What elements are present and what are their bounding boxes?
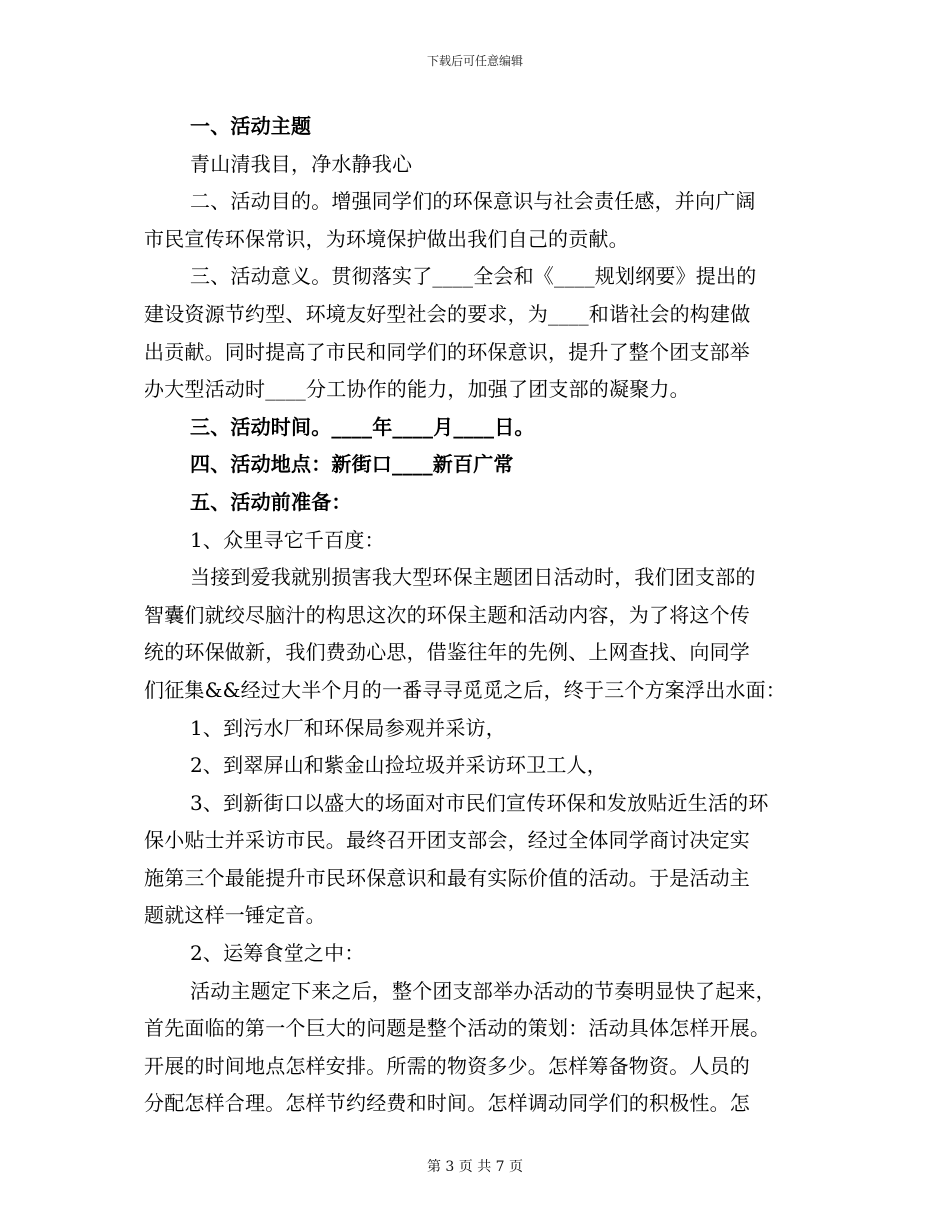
text-line: 五、活动前准备： (190, 489, 352, 514)
text-line: 智囊们就绞尽脑汁的构思这次的环保主题和活动内容，为了将这个传 (144, 602, 750, 627)
text-line: 施第三个最能提升市民环保意识和最有实际价值的活动。于是活动主 (144, 865, 750, 890)
text-line: 一、活动主题 (190, 114, 312, 138)
document-body (144, 108, 802, 1123)
text-line: 2、到翠屏山和紫金山捡垃圾并采访环卫工人， (190, 753, 607, 778)
text-line: 们征集&&经过大半个月的一番寻寻觅觅之后，终于三个方案浮出水面： (144, 677, 787, 702)
text-line: 1、到污水厂和环保局参观并采访， (190, 715, 506, 740)
text-line: 办大型活动时____分工协作的能力，加强了团支部的凝聚力。 (144, 377, 690, 402)
text-line: 出贡献。同时提高了市民和同学们的环保意识，提升了整个团支部举 (144, 339, 750, 364)
text-line: 市民宣传环保常识，为环境保护做出我们自己的贡献。 (144, 226, 629, 251)
page-footer: 第 3 页 共 7 页 (426, 1159, 524, 1175)
text-line: 三、活动时间。____年____月____日。 (190, 414, 535, 439)
text-line: 三、活动意义。贯彻落实了____全会和《____规划纲要》提出的 (190, 264, 757, 289)
text-line: 1、众里寻它千百度： (190, 527, 385, 552)
text-line: 二、活动目的。增强同学们的环保意识与社会责任感，并向广阔 (190, 189, 756, 214)
text-line: 分配怎样合理。怎样节约经费和时间。怎样调动同学们的积极性。怎 (144, 1091, 750, 1116)
page-header: 下载后可任意编辑 (426, 54, 523, 68)
text-line: 开展的时间地点怎样安排。所需的物资多少。怎样筹备物资。人员的 (144, 1053, 750, 1078)
text-line: 保小贴士并采访市民。最终召开团支部会，经过全体同学商讨决定实 (144, 828, 750, 853)
text-line: 统的环保做新，我们费劲心思，借鉴往年的先例、上网查找、向同学 (144, 640, 750, 665)
text-line: 3、到新街口以盛大的场面对市民们宣传环保和发放贴近生活的环 (190, 790, 769, 815)
text-line: 活动主题定下来之后，整个团支部举办活动的节奏明显快了起来， (190, 978, 776, 1003)
text-line: 当接到爱我就别损害我大型环保主题团日活动时，我们团支部的 (190, 565, 756, 590)
text-line: 首先面临的第一个巨大的问题是整个活动的策划：活动具体怎样开展。 (144, 1016, 771, 1041)
text-line: 2、运筹食堂之中： (190, 941, 365, 966)
text-line: 青山清我目，净水静我心 (190, 151, 413, 176)
text-line: 题就这样一锤定音。 (144, 903, 326, 928)
text-line: 建设资源节约型、环境友好型社会的要求，为____和谐社会的构建做 (144, 301, 751, 326)
text-line: 四、活动地点：新街口____新百广常 (190, 452, 514, 477)
